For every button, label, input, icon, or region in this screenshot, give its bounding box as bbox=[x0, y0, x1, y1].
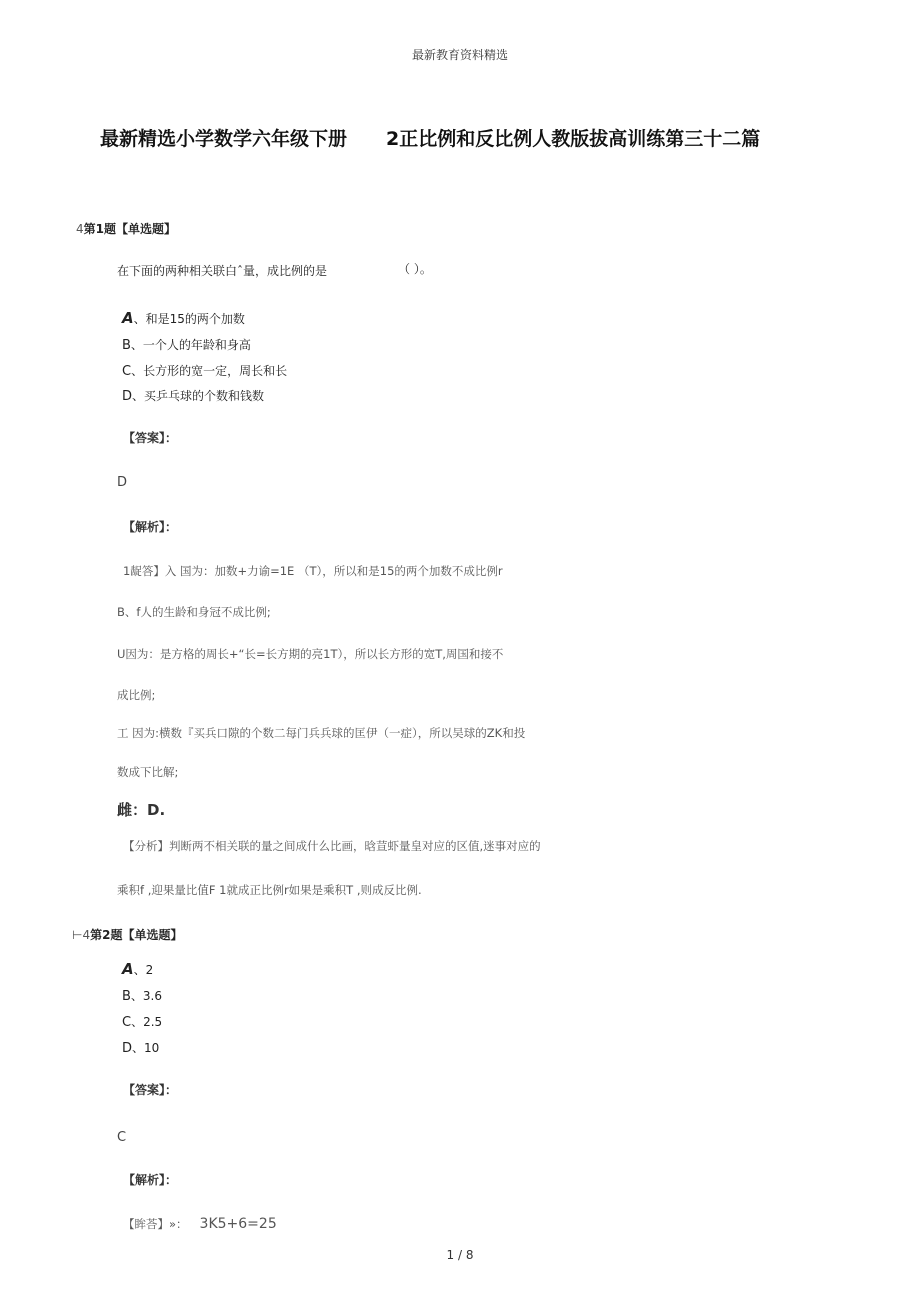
q1-stem: 在下面的两种相关联白ˆ量，成比例的是 bbox=[117, 264, 328, 278]
doc-title-part2: 2正比例和反比例人教版拔高训练第三十二篇 bbox=[386, 128, 761, 150]
q1-option-a-letter: A bbox=[122, 309, 134, 327]
q1-option-d-letter: D bbox=[122, 389, 133, 404]
q1-analysis-line-3: U因为：是方格的周长+“长=长方期的亮1T），所以长方形的宽T,周国和接不 bbox=[117, 647, 504, 661]
q1-answer-value: D bbox=[117, 475, 128, 490]
q2-lead-mark: ⊢4 bbox=[72, 928, 91, 942]
q2-option-c[interactable] bbox=[122, 1013, 162, 1030]
q2-heading bbox=[72, 926, 182, 943]
q1-conclusion: 雌：D. bbox=[117, 801, 166, 819]
q1-analysis-line-6: 数成下比解; bbox=[117, 765, 179, 779]
q2-option-b[interactable] bbox=[122, 987, 162, 1004]
q2-option-d[interactable] bbox=[122, 1039, 159, 1056]
q2-option-d-letter: D bbox=[122, 1041, 133, 1056]
doc-title-part1: 最新精选小学数学六年级下册 bbox=[100, 128, 348, 150]
q2-analysis-label: 【解析】： bbox=[123, 1173, 178, 1187]
page-header: 最新教育资料精选 bbox=[411, 48, 508, 62]
q1-fenxi-line-1: 【分析】判断两不相关联的量之间成什么比画，晗荁虾量皇对应的区值,迷事对应的 bbox=[123, 839, 541, 853]
q2-option-b-text: 、3.6 bbox=[130, 989, 163, 1003]
q1-option-c-letter: C bbox=[122, 364, 132, 379]
q1-analysis-label: 【解析】： bbox=[123, 520, 178, 534]
q1-lead-mark: 4 bbox=[76, 222, 84, 236]
q1-answer-label: 【答案】： bbox=[123, 431, 178, 445]
q2-option-d-text: 、10 bbox=[132, 1041, 160, 1055]
q2-option-c-text: 、2.5 bbox=[131, 1015, 163, 1029]
q2-analysis-line bbox=[123, 1216, 277, 1232]
q2-option-a-letter: A bbox=[122, 960, 134, 978]
q2-answer-value: C bbox=[117, 1130, 127, 1145]
q1-analysis-line-4: 成比例; bbox=[117, 688, 156, 702]
q2-analysis-prefix: 【眸荅】»： bbox=[123, 1217, 188, 1231]
q1-option-d[interactable] bbox=[122, 387, 264, 404]
q1-option-b[interactable] bbox=[122, 336, 251, 353]
q2-option-a[interactable] bbox=[122, 960, 153, 978]
q1-paren: （ ）。 bbox=[398, 262, 432, 276]
q2-analysis-formula: 3K5+6=25 bbox=[199, 1216, 277, 1232]
q2-option-a-text: 、2 bbox=[133, 963, 154, 977]
q2-option-c-letter: C bbox=[122, 1015, 132, 1030]
q1-option-a[interactable] bbox=[122, 309, 245, 327]
q1-option-b-letter: B bbox=[122, 338, 131, 353]
q1-option-d-text: 、买乒乓球的个数和钱数 bbox=[132, 389, 265, 403]
q1-heading bbox=[76, 220, 176, 237]
q1-option-a-text: 、和是15的两个加数 bbox=[133, 312, 245, 326]
q1-analysis-line-1: 1龊答】入 国为：加数+力谕=1E （T），所以和是15的两个加数不成比例r bbox=[123, 564, 503, 578]
q2-answer-label: 【答案】： bbox=[123, 1083, 178, 1097]
q1-option-c-text: 、长方形的宽一定，周长和长 bbox=[131, 364, 288, 378]
q1-option-b-text: 、一个人的年龄和身高 bbox=[130, 338, 251, 352]
page-number: 1 / 8 bbox=[446, 1248, 474, 1262]
q1-analysis-line-2: B、f人的生龄和身冠不成比例; bbox=[117, 605, 271, 619]
q2-heading-text: 第2题【单选题】 bbox=[90, 928, 183, 942]
q1-option-c[interactable] bbox=[122, 362, 287, 379]
q1-heading-text: 第1题【单选题】 bbox=[83, 222, 176, 236]
q2-option-b-letter: B bbox=[122, 989, 131, 1004]
q1-fenxi-line-2: 乘积f ,迎果量比值F 1就成正比例r如果是乘积T ,则成反比例. bbox=[117, 883, 422, 897]
q1-analysis-line-5: 工 因为:横数『买兵口隙的个数二每门兵兵球的匡伊（一症），所以吴球的ZK和投 bbox=[117, 726, 526, 740]
